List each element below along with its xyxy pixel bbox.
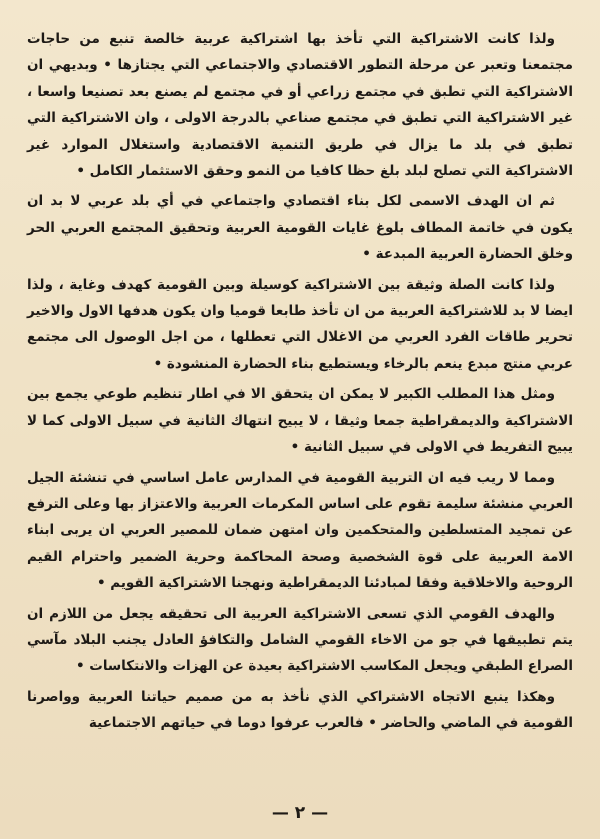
paragraph-7: وهكذا ينبع الاتجاه الاشتراكي الذي نأخذ به من صميم حياتنا العربية وواصرنا القومية في الماضي والحاضر • فالعرب عرفوا دوما في حياتهم الاجتماعية: [27, 688, 573, 732]
paragraph-2: ثم ان الهدف الاسمى لكل بناء اقتصادي واجتماعي في أي بلد عربي لا بد ان يكون في خاتمة المطاف بلوغ غايات القومية العربية وتحقيق المجتمع العربي الحر وخلق الحضارة العربية المبدعة •: [27, 193, 573, 263]
paragraph-4: ومثل هذا المطلب الكبير لا يمكن ان يتحقق الا في اطار تنظيم طوعي يجمع بين الاشتراكية والديمقراطية جمعا وثيقا ، لا يبيح انتهاك الثانية في سبيل الاولى كما لا يبيح التفريط في الاولى في سبيل الثانية •: [27, 386, 573, 456]
paragraph-3: ولذا كانت الصلة وثيقة بين الاشتراكية كوسيلة وبين القومية كهدف وغاية ، ولذا ايضا لا بد للاشتراكية العربية من ان تأخذ طابعا قوميا وان يكون هدفها الاول والاخير تحرير طاقات الفرد العربي من الاغلال التي تعطلها ، من اجل الوصول الى مجتمع عربي منتج مبدع ينعم بالرخاء ويستطيع بناء الحضارة المنشودة •: [27, 276, 573, 372]
paragraph-1: ولذا كانت الاشتراكية التي تأخذ بها اشتراكية عربية خالصة تنبع من حاجات مجتمعنا وتعبر عن مرحلة التطور الاقتصادي والاجتماعي التي يجتازها • وبديهي ان الاشتراكية التي تطبق في مجتمع زراعي أو في مجتمع لم يصنع بعد تصنيعا واسعا ، غير الاشتراكية التي تطبق في مجتمع صناعي بالدرجة الاولى ، وان الاشتراكية التي تطبق في بلد ما يزال في طريق التنمية الاقتصادية واستغلال الموارد غير الاشتراكية التي تصلح لبلد بلغ حظا كافيا من النمو وحقق الاستثمار الكامل •: [27, 31, 573, 180]
paragraph-6: والهدف القومي الذي تسعى الاشتراكية العربية الى تحقيقه يجعل من اللازم ان يتم تطبيقها في جو من الاخاء القومي الشامل والتكافؤ العادل يجنب البلاد مآسي الصراع الطبقي ويجعل المكاسب الاشتراكية بعيدة عن الهزات والانتكاسات •: [27, 605, 573, 675]
page-number: — ٢ —: [271, 803, 329, 823]
body-text: [27, 26, 573, 741]
paragraph-5: ومما لا ريب فيه ان التربية القومية في المدارس عامل اساسي في تنشئة الجيل العربي منشئة سليمة تقوم على اساس المكرمات العربية والاعتزاز بها وعلى الترفع عن تمجيد المتسلطين والمتحكمين وان امتهن ضمان للمصير العربي ان يربى ابناء الامة العربية على قوة الشخصية وصحة المحاكمة وحرية الضمير واحترام القيم الروحية والاخلاقية وفقا لمبادئنا الديمقراطية ونهجنا الاشتراكية القويم •: [27, 469, 573, 592]
